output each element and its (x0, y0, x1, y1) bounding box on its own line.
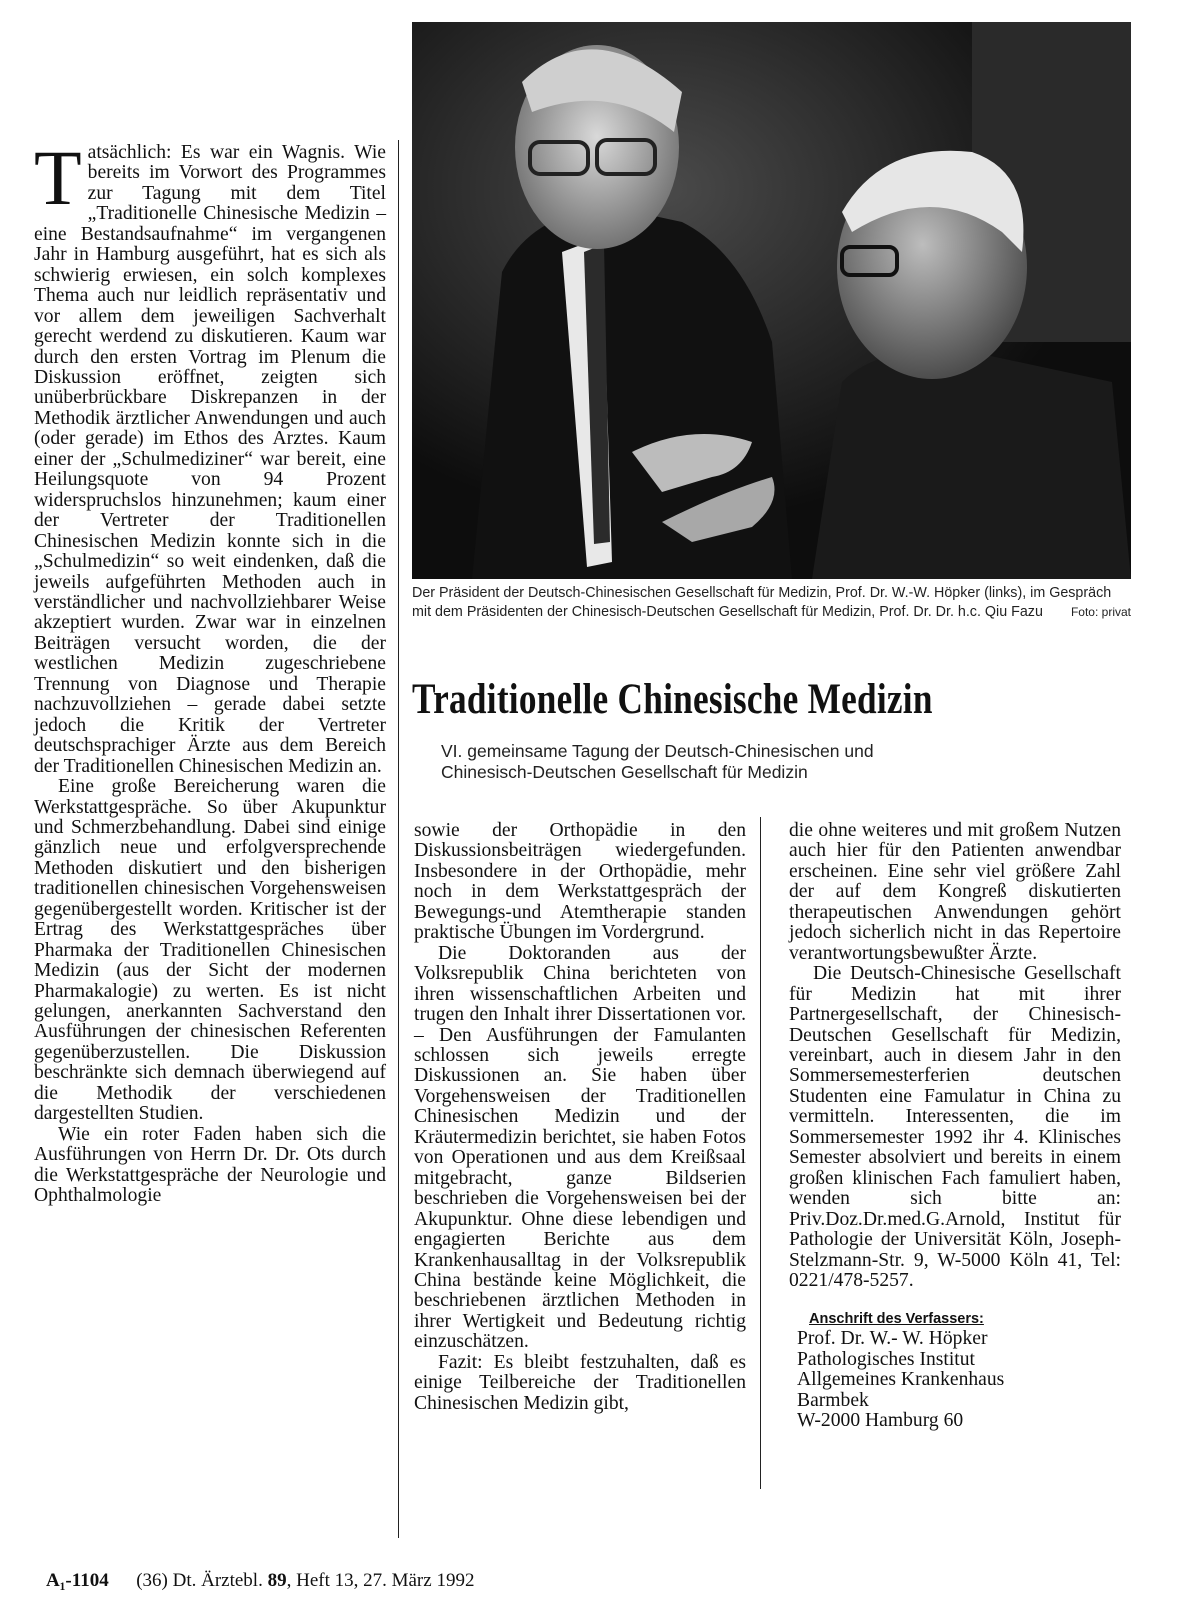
paragraph: Fazit: Es bleibt festzuhalten, daß es einige Teilbereiche der Traditionellen Chinesischen Medizin gibt, (414, 1351, 746, 1414)
column-rule (398, 140, 399, 1538)
author-line: Pathologisches Institut (797, 1348, 975, 1370)
paragraph: Die Deutsch-Chinesische Gesellschaft für Medizin hat mit ihrer Partnergesellschaft, der Chinesisch-Deutschen Gesellschaft für Medizin, vereinbart, auch in diesem Jahr in den Sommersemesterferien deutschen Studenten eine Famulatur in China zu vermitteln. Interessenten, die im Sommersemester 1992 ihr 4. Klinisches Semester absolviert und bereits in einem großen klinischen Fach famuliert haben, wenden sich bitte an: Priv.Doz.Dr.med.G.Arnold, Institut für Pathologie der Universität Köln, Joseph-Stelzmann-Str. 9, W-5000 Köln 41, Tel: 0221/478-5257. (789, 963, 1121, 1291)
author-line: Barmbek (797, 1389, 869, 1411)
paragraph: Wie ein roter Faden haben sich die Ausführungen von Herrn Dr. Dr. Ots durch die Werkstattgespräche der Neurologie und Ophthalmologie (34, 1123, 386, 1207)
page-footer (46, 1570, 474, 1592)
author-line: W-2000 Hamburg 60 (797, 1410, 964, 1432)
author-line: Allgemeines Krankenhaus (797, 1369, 1005, 1391)
right-column (789, 821, 1121, 1432)
page-code: A₁-1104 (46, 1570, 109, 1591)
drop-cap: T (34, 134, 82, 221)
paragraph: Die Doktoranden aus der Volksrepublik China berichteten von ihren wissenschaftlichen Arbeiten und trugen den Inhalt ihrer Dissertationen vor. – Den Ausführungen der Famulanten schlossen sich jeweils erregte Diskussionen an. Sie haben über Vorgehensweisen der Traditionellen Chinesischen Medizin und der Kräutermedizin berichtet, sie haben Fotos von Operationen und aus dem Kreißsaal mitgebracht, ganze Bildserien beschrieben die Vorgehensweisen bei der Akupunktur. Ohne diese lebendigen und engagierten Berichte aus dem Krankenhausalltag in der Volksrepublik China bestände keine Möglichkeit, die beschriebenen ärztlichen Methoden in ihrer Wertigkeit und Bedeutung richtig einzuschätzen. (414, 942, 746, 1353)
article-photo (412, 22, 1131, 579)
issue-date: , Heft 13, 27. März 1992 (286, 1570, 475, 1591)
volume-number: 89 (267, 1570, 287, 1591)
column-rule (760, 817, 761, 1489)
journal-ref: (36) Dt. Ärztebl. (136, 1570, 263, 1591)
photo-illustration (412, 22, 1131, 579)
subheadline-line: Chinesisch-Deutschen Gesellschaft für Medizin (441, 762, 808, 782)
paragraph: Eine große Bereicherung waren die Werkstattgespräche. So über Akupunktur und Schmerzbehandlung. Dabei sind einige gänzlich neue und erfolgversprechende Methoden diskutiert und den bisherigen traditionellen chinesischen Vorgehensweisen gegenübergestellt worden. Kritischer ist der Ertrag des Werkstattgespräches über Pharmaka der Traditionellen Chinesischen Medizin (aus der Sicht der modernen Pharmakalogie) zu werten. Es ist nicht gelungen, anerkannten Sachverstand den Ausführungen der chinesischen Referenten gegenüberzustellen. Die Diskussion beschränkte sich demnach überwiegend auf die Methodik der verschiedenen dargestellten Studien. (34, 776, 386, 1125)
article-headline: Traditionelle Chinesische Medizin (412, 676, 933, 723)
middle-column (414, 821, 746, 1414)
paragraph: sowie der Orthopädie in den Diskussionsbeiträgen wiedergefunden. Insbesondere in der Orthopädie, mehr noch in dem Werkstattgespräch der Bewegungs-und Atemtherapie standen praktische Übungen im Vordergrund. (414, 820, 746, 944)
paragraph (34, 134, 386, 777)
photo-credit: Foto: privat (1070, 604, 1131, 619)
article-subheadline (441, 741, 1041, 783)
subheadline-line: VI. gemeinsame Tagung der Deutsch-Chinesischen und (441, 741, 874, 761)
photo-caption (412, 584, 1131, 621)
author-line: Prof. Dr. W.- W. Höpker (797, 1328, 988, 1350)
paragraph-text: atsächlich: Es war ein Wagnis. Wie bereits im Vorwort des Programmes zur Tagung mit dem Titel „Traditionelle Chinesische Medizin – eine Bestandsaufnahme“ im vergangenen Jahr in Hamburg ausgeführt, hat es sich als schwierig erwiesen, ein solch komplexes Thema auch nur leidlich repräsentativ und vor allem dem jeweiligen Sachverhalt gerecht werdend zu diskutieren. Kaum war durch den ersten Vortrag im Plenum die Diskussion eröffnet, zeigten sich unüberbrückbare Diskrepanzen in der Methodik ärztlicher Anwendungen und auch (oder gerade) im Ethos des Arztes. Kaum einer der „Schulmediziner“ war bereit, eine Heilungsquote von 94 Prozent widerspruchslos hinzunehmen; kaum einer der Vertreter der Traditionellen Chinesischen Medizin konnte sich in die „Schulmedizin“ so weit eindenken, daß die jeweils aufgeführten Methoden auch in verständlicher und nachvollziehbarer Weise akzeptiert wurden. Zwar war in einzelnen Beiträgen versucht worden, die der westlichen Medizin zugeschriebene Trennung von Diagnose und Therapie nachzuvollziehen – gerade dabei setzte jedoch die Kritik der Vertreter deutschsprachiger Ärzte aus dem Bereich der Traditionellen Chinesischen Medizin an. (34, 142, 386, 777)
paragraph: die ohne weiteres und mit großem Nutzen auch hier für den Patienten anwendbar erscheinen. Eine sehr viel größere Zahl der auf dem Kongreß diskutierten therapeutischen Anwendungen gehört jedoch sicherlich nicht in das Repertoire verantwortungsbewußter Ärzte. (789, 820, 1121, 964)
left-column (34, 134, 386, 1207)
author-address (789, 1309, 1121, 1431)
author-heading: Anschrift des Verfassers: (809, 1311, 984, 1328)
caption-text: Der Präsident der Deutsch-Chinesischen Gesellschaft für Medizin, Prof. Dr. W.-W. Höpker (links), im Gespräch mit dem Präsidenten der Chinesisch-Deutschen Gesellschaft für Medizin, Prof. Dr. Dr. h.c. Qiu Fazu (412, 585, 1112, 620)
